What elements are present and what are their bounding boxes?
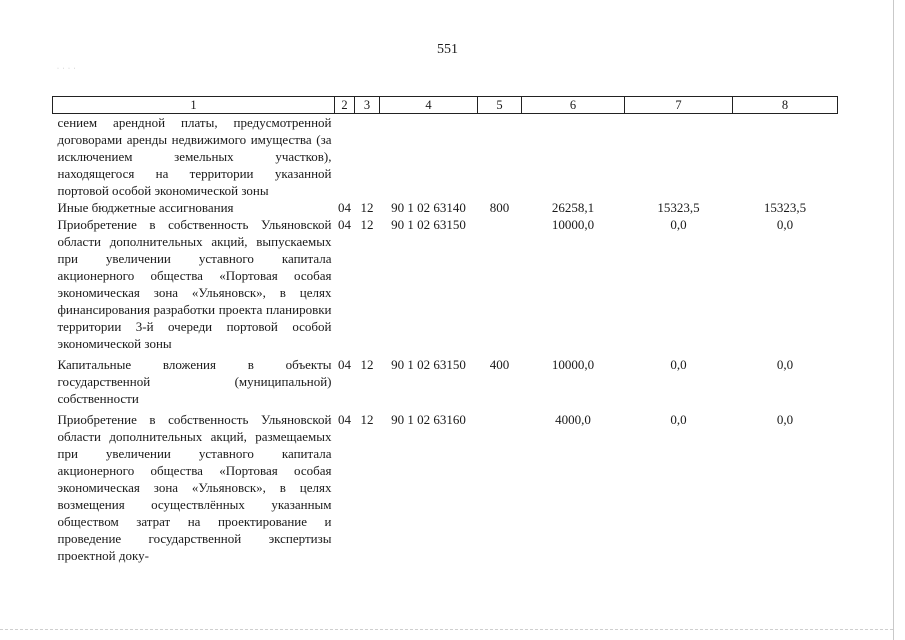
item-name: Приобретение в собственность Ульяновской области дополнительных акций, размещаемых при увеличении уставного капитала акционерного общества «Портовая особая экономическая зона «Ульяновск», в целях возмещения осуществлённых указанным обществом затрат на проектирование и проведение государственной экспертизы проектной доку-	[57, 412, 332, 563]
amount-col6: 4000,0	[555, 412, 591, 427]
section-code: 04	[338, 217, 351, 232]
subsection-code: 12	[360, 200, 374, 215]
amount-col6	[522, 114, 625, 200]
table-row	[53, 114, 838, 200]
amount-col8	[733, 114, 838, 200]
subsection-code: 12	[360, 217, 374, 232]
target-code: 90 1 02 63150	[391, 357, 466, 372]
table-header-row	[53, 97, 838, 114]
item-name: Иные бюджетные ассигнования	[57, 200, 234, 215]
amount-col7: 0,0	[670, 412, 687, 427]
amount-col7: 15323,5	[657, 200, 700, 215]
table-row	[53, 407, 838, 564]
budget-table	[52, 96, 838, 564]
target-code: 90 1 02 63150	[391, 217, 466, 232]
target-code: 90 1 02 63160	[391, 412, 466, 427]
expense-code	[478, 114, 522, 200]
amount-col6: 26258,1	[551, 200, 595, 215]
amount-col7: 0,0	[670, 217, 687, 232]
expense-code: 400	[489, 357, 510, 372]
column-header: 4	[380, 97, 478, 114]
amount-col7: 0,0	[670, 357, 687, 372]
table-row	[53, 216, 838, 352]
target-code: 90 1 02 63140	[391, 200, 466, 215]
amount-col8: 15323,5	[763, 200, 807, 215]
column-header: 7	[625, 97, 733, 114]
item-name: Приобретение в собственность Ульяновской области дополнительных акций, выпускаемых при увеличении уставного капитала акционерного общества «Портовая особая экономическая зона «Ульяновск», в целях финансирования разработки проекта планировки территории 3-й очереди портовой особой экономической зоны	[57, 217, 332, 351]
page-edge	[893, 0, 894, 640]
expense-code: 800	[489, 200, 510, 215]
subsection-code	[355, 114, 380, 200]
expense-code	[478, 216, 522, 352]
column-header: 1	[53, 97, 335, 114]
column-header: 8	[733, 97, 838, 114]
amount-col7	[625, 114, 733, 200]
subsection-code: 12	[360, 412, 374, 427]
table-row	[53, 352, 838, 407]
expense-code	[478, 407, 522, 564]
column-header: 2	[335, 97, 355, 114]
subsection-code: 12	[360, 357, 374, 372]
target-code	[380, 114, 478, 200]
item-name: Капитальные вложения в объекты государственной (муниципальной) собственности	[57, 357, 332, 406]
scan-bottom-edge	[0, 629, 893, 630]
table-row	[53, 199, 838, 216]
amount-col6: 10000,0	[551, 217, 595, 232]
header-mark: · · · ·	[57, 66, 77, 72]
section-code	[335, 114, 355, 200]
page-number: 551	[437, 42, 458, 57]
column-header: 6	[522, 97, 625, 114]
column-header: 5	[478, 97, 522, 114]
item-name: сением арендной платы, предусмотренной договорами аренды недвижимого имущества (за исключением земельных участков), находящегося на территории указанной портовой особой экономической зоны	[57, 115, 332, 198]
amount-col8: 0,0	[776, 217, 794, 232]
section-code: 04	[338, 200, 351, 215]
column-header: 3	[355, 97, 380, 114]
amount-col8: 0,0	[776, 357, 794, 372]
amount-col8: 0,0	[776, 412, 794, 427]
section-code: 04	[338, 357, 351, 372]
section-code: 04	[338, 412, 351, 427]
amount-col6: 10000,0	[551, 357, 595, 372]
